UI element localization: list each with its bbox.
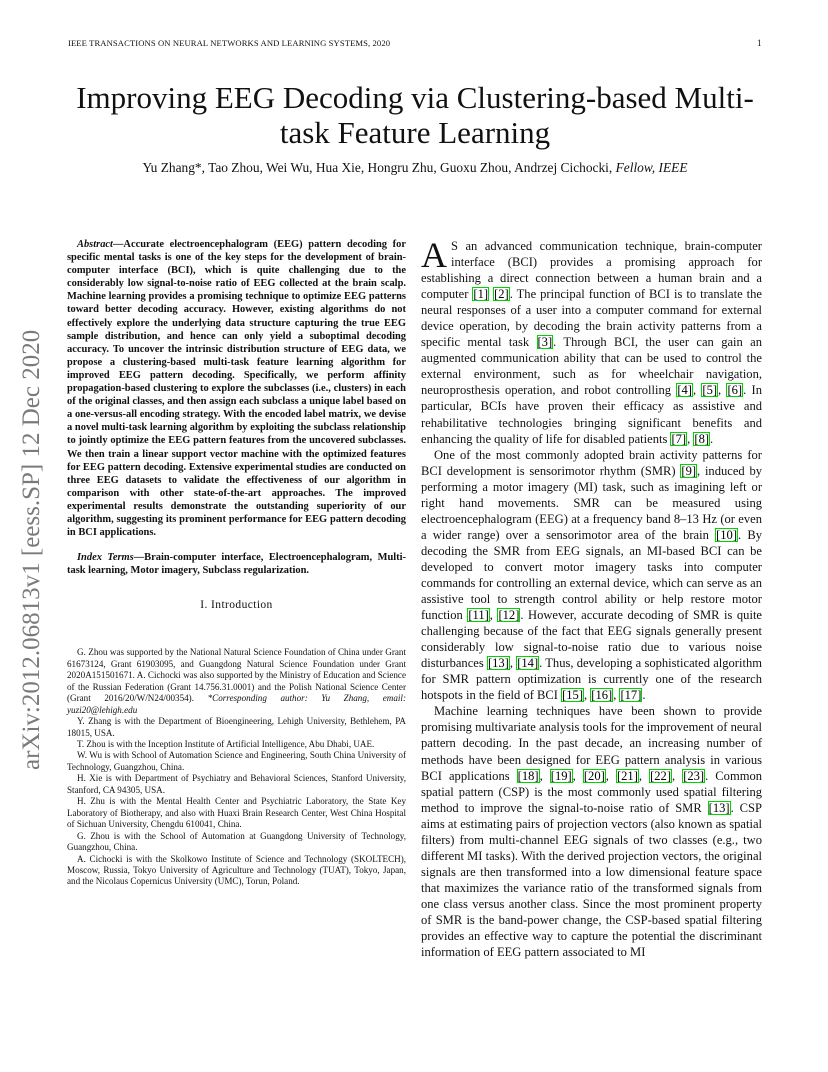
body-text: Machine learning techniques have been shown to provide promising multivariate analysis tools for the improvement of neural pattern decoding. In the past decade, an increasing number of methods have been designed for EEG pattern analysis in various BCI applications bbox=[421, 704, 762, 783]
separator: , bbox=[509, 656, 517, 671]
intro-paragraph-2 bbox=[421, 447, 762, 704]
separator: , bbox=[605, 768, 616, 783]
citation-link[interactable]: [19] bbox=[550, 768, 572, 783]
separator: , bbox=[584, 688, 591, 703]
citation-link[interactable]: [7] bbox=[671, 431, 687, 446]
index-terms-text: —Brain-computer interface, Electroencephalogram, Multi-task learning, Motor imagery, Subclass regularization. bbox=[67, 552, 406, 577]
footnote-affiliation: H. Zhu is with the Mental Health Center and Psychiatric Laboratory, the State Key Laboratory of Biotherapy, and also with Huaxi Brain Research Center, West China Hospital of Sichuan University, Chengdu 610041, China. bbox=[67, 796, 406, 830]
index-terms bbox=[67, 551, 406, 577]
author-list bbox=[40, 160, 790, 176]
footnote-affiliation: A. Cichocki is with the Skolkowo Institute of Science and Technology (SKOLTECH), Moscow, Russia, Tokyo University of Agriculture and Technology (TUAT), Tokyo, Japan, and the Nicolaus Copernicus University (UMC), Torun, Poland. bbox=[67, 853, 406, 887]
citation-link[interactable]: [1] bbox=[473, 287, 489, 302]
separator: , bbox=[489, 608, 498, 623]
footnotes bbox=[67, 647, 406, 888]
left-column bbox=[67, 238, 406, 888]
citation-link[interactable]: [8] bbox=[694, 431, 710, 446]
intro-paragraph-3 bbox=[421, 703, 762, 960]
body-text: . CSP aims at estimating pairs of projection vectors (also known as spatial filters) from multi-channel EEG signals of two classes (e.g., two different MI tasks). With the derived projection vectors, the original signals are then transformed into a low dimensional feature space that maximizes the variance ratio of the transformed signals from one class versus another class. Since the most prominent property of SMR is the band-power change, the CSP-based spatial filtering provides an effective way to capture the potential the discriminant information of EEG pattern associated to MI bbox=[421, 800, 762, 960]
arxiv-stamp: arXiv:2012.06813v1 [eess.SP] 12 Dec 2020 bbox=[18, 329, 45, 770]
citation-link[interactable]: [22] bbox=[650, 768, 671, 783]
citation-link[interactable]: [15] bbox=[562, 688, 584, 703]
footnote-funding bbox=[67, 647, 406, 716]
citation-link[interactable]: [13] bbox=[487, 656, 509, 671]
body-text: . Thus, developing a sophisticated algorithm for SMR pattern optimization is currently one of the research hotspots in the field of BCI bbox=[421, 656, 762, 703]
authors-names: Yu Zhang*, Tao Zhou, Wei Wu, Hua Xie, Hongru Zhu, Guoxu Zhou, Andrzej Cichocki, bbox=[142, 160, 613, 175]
separator: , bbox=[718, 383, 727, 398]
abstract-text: —Accurate electroencephalogram (EEG) pattern decoding for specific mental tasks is one of the key steps for the development of brain-computer interface (BCI), which is quite challenging due to the considerably low signal-to-noise ratio of EEG collected at the brain scalp. Machine learning provides a promising technique to optimize EEG patterns toward better decoding accuracy. However, existing algorithms do not effectively explore the underlying data structure capturing the true EEG sample distribution, and hence can only yield a suboptimal decoding accuracy. To uncover the intrinsic distribution structure of EEG data, we propose a clustering-based multi-task feature learning algorithm for improved EEG pattern decoding. Specifically, we perform affinity propagation-based clustering to explore the subclasses (i.e., clusters) in each of the original classes, and then assign each subclass a unique label based on a one-versus-all encoding strategy. With the encoded label matrix, we devise a novel multi-task learning algorithm by exploiting the subclass relationship to jointly optimize the EEG pattern features from the uncovered subclasses. We then train a linear support vector machine with the optimized features for EEG pattern decoding. Extensive experimental studies are conducted on three EEG datasets to validate the effectiveness of our algorithm in comparison with other state-of-the-art approaches. The improved experimental results demonstrate the outstanding superiority of our algorithm, suggesting its prominent performance for EEG pattern decoding in BCI applications. bbox=[67, 239, 406, 539]
citation-link[interactable]: [20] bbox=[583, 768, 605, 783]
citation-link[interactable]: [3] bbox=[537, 335, 553, 350]
citation-link[interactable]: [2] bbox=[494, 287, 509, 302]
running-head: IEEE TRANSACTIONS ON NEURAL NETWORKS AND LEARNING SYSTEMS, 2020 bbox=[68, 38, 391, 48]
intro-paragraph-1 bbox=[421, 235, 763, 447]
body-text: . bbox=[710, 431, 714, 446]
citation-link[interactable]: [4] bbox=[677, 383, 692, 398]
footnote-affiliation: Y. Zhang is with the Department of Bioengineering, Lehigh University, Bethlehem, PA 18015, USA. bbox=[67, 716, 406, 738]
citation-link[interactable]: [5] bbox=[702, 383, 718, 398]
footnote-corresponding: *Corresponding author: Yu Zhang, email: yuzi20@lehigh.edu bbox=[67, 693, 406, 715]
citation-link[interactable]: [17] bbox=[620, 688, 642, 703]
footnote-affiliation: G. Zhou is with the School of Automation at Guangdong University of Technology, Guangzhou, China. bbox=[67, 830, 406, 853]
paper-title: Improving EEG Decoding via Clustering-based Multi-task Feature Learning bbox=[76, 80, 754, 150]
citation-link[interactable]: [18] bbox=[517, 768, 539, 783]
separator: , bbox=[539, 768, 550, 783]
citation-link[interactable]: [23] bbox=[683, 768, 705, 783]
citation-link[interactable]: [16] bbox=[591, 688, 613, 703]
body-text: , induced by performing a motor imagery (MI) task, such as imagining left or right hand movements. SMR can be measured using electroencephalogram (EEG) at a frequency band 8–13 Hz (or even a wider range) over a sensorimotor area of the brain bbox=[421, 463, 762, 542]
abstract-label: Abstract bbox=[77, 239, 113, 250]
body-text: . Through BCI, the user can gain an augmented communication ability that can be used to control the external environment, such as for wheelchair navigation, neuroprosthesis operation, and robot controlling bbox=[421, 335, 763, 398]
authors-fellow: Fellow, IEEE bbox=[615, 160, 688, 175]
footnote-affiliation: H. Xie is with Department of Psychiatry and Behavioral Sciences, Stanford University, Stanford, CA 94305, USA. bbox=[67, 773, 406, 795]
body-text: One of the most commonly adopted brain activity patterns for BCI development is sensorimotor rhythm (SMR) bbox=[421, 447, 762, 478]
body-text: . By decoding the SMR from EEG signals, an MI-based BCI can be developed to convert motor imagery tasks into computer commands for controlling an external device, which can serve as an assistive tool to strength control ability or help restore motor function bbox=[421, 527, 762, 623]
citation-link[interactable]: [6] bbox=[727, 383, 743, 398]
separator: , bbox=[692, 383, 702, 398]
index-terms-label: Index Terms bbox=[77, 552, 134, 564]
citation-link[interactable]: [13] bbox=[708, 800, 730, 815]
separator: , bbox=[672, 768, 683, 783]
footnote-text: G. Zhou was supported by the National Natural Science Foundation of China under Grant 61673124, Grant 61903095, and Guangdong Natural Science Foundation under Grant 2020A151501671. A. Cichocki was also supported by the Ministry of Education and Science of the Russian Federation (Grant 14.756.31.0001) and the Polish National Science Center (Grant 2016/20/W/N24/00354). bbox=[67, 647, 406, 704]
body-text: . However, accurate decoding of SMR is quite challenging because of the fact that EEG signals generally present considerably low signal-to-noise ratio due to various noise disturbances bbox=[421, 608, 762, 671]
separator: , bbox=[613, 688, 620, 703]
body-text: . Common spatial pattern (CSP) is the most commonly used spatial filtering method to improve the signal-to-noise ratio of SMR bbox=[421, 768, 763, 815]
body-text: S an advanced communication technique, brain-computer interface (BCI) provides a promising approach for establishing a direct connection between a human brain and a computer bbox=[421, 239, 762, 302]
citation-link[interactable]: [12] bbox=[498, 608, 520, 623]
separator: , bbox=[687, 431, 694, 446]
page-number: 1 bbox=[757, 38, 762, 48]
body-text: . bbox=[642, 688, 646, 703]
dropcap: A bbox=[421, 235, 447, 275]
citation-link[interactable]: [11] bbox=[468, 608, 489, 623]
separator: , bbox=[638, 768, 650, 783]
citation-link[interactable]: [21] bbox=[616, 768, 638, 783]
citation-link[interactable]: [9] bbox=[681, 463, 697, 478]
separator: , bbox=[572, 768, 583, 783]
abstract bbox=[67, 238, 406, 539]
citation-link[interactable]: [14] bbox=[517, 656, 539, 671]
body-text: . In particular, BCIs have proven their efficacy as assistive and rehabilitative technologies bringing significant benefits and enhancing the quality of life for disabled patients bbox=[421, 383, 762, 446]
right-column bbox=[421, 235, 763, 960]
footnote-affiliation: W. Wu is with School of Automation Science and Engineering, South China University of Technology, Guangzhou, China. bbox=[67, 750, 406, 772]
body-text: . The principal function of BCI is to translate the neural responses of a user into a computer command for external device operation, by decoding the brain activity patterns from a specific mental task bbox=[421, 287, 762, 350]
section-heading: I. Introduction bbox=[200, 599, 273, 612]
footnote-affiliation: T. Zhou is with the Inception Institute of Artificial Intelligence, Abu Dhabi, UAE. bbox=[77, 738, 375, 749]
citation-link[interactable]: [10] bbox=[716, 527, 737, 542]
